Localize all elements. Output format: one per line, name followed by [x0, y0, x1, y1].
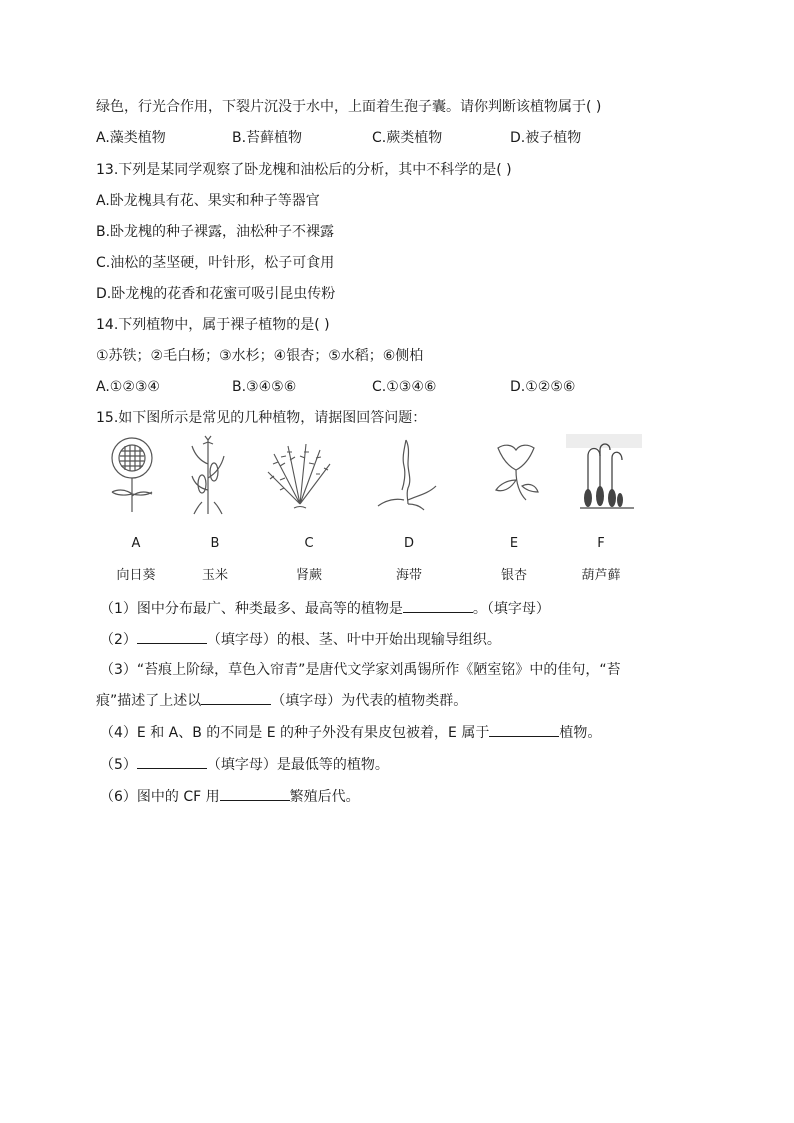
plant-letter-a: A [131, 536, 141, 551]
q13-option-d: D.卧龙槐的花香和花蜜可吸引昆虫传粉 [96, 286, 336, 302]
plant-name-a: 向日葵 [116, 568, 156, 583]
plant-letter-c: C [304, 536, 314, 551]
q15-sub2 [100, 629, 501, 650]
plant-letter-b: B [210, 536, 220, 551]
q12-option-c: C.蕨类植物 [372, 130, 443, 146]
sunflower-icon [100, 434, 164, 514]
plant-name-e: 银杏 [500, 568, 527, 583]
answer-blank-5[interactable] [137, 754, 207, 769]
q15-sub4 [100, 722, 601, 743]
q14-stem: 14.下列植物中，属于裸子植物的是( ) [96, 317, 330, 333]
q15-sub1-suffix: 。（填字母） [472, 601, 550, 617]
q15-sub4-text: （4）E 和 A、B 的不同是 E 的种子外没有果皮包被着，E 属于 [100, 725, 490, 741]
answer-blank-4[interactable] [489, 722, 559, 737]
q15-sub1 [100, 598, 550, 619]
q15-sub5 [100, 754, 389, 775]
q15-sub5-text: （填字母）是最低等的植物。 [206, 757, 389, 773]
answer-blank-1[interactable] [403, 598, 473, 613]
q14-option-c: C.①③④⑥ [372, 379, 437, 395]
corn-icon [188, 434, 228, 516]
kelp-icon [372, 434, 444, 514]
q12-option-a: A.藻类植物 [96, 130, 166, 146]
plant-letter-d: D [403, 536, 414, 551]
q13-option-a: A.卧龙槐具有花、果实和种子等器官 [96, 193, 320, 209]
q14-option-b: B.③④⑤⑥ [232, 379, 297, 395]
plant-name-b: 玉米 [201, 568, 228, 583]
q15-sub6-suffix: 繁殖后代。 [289, 789, 360, 805]
plant-letter-e: E [509, 536, 519, 551]
q13-stem: 13.下列是某同学观察了卧龙槐和油松后的分析，其中不科学的是( ) [96, 162, 512, 178]
q15-sub6 [100, 786, 360, 807]
q15-stem: 15.如下图所示是常见的几种植物，请据图回答问题： [96, 410, 427, 426]
answer-blank-3[interactable] [201, 690, 271, 705]
q15-sub3-text: 痕”描述了上述以 [96, 693, 202, 709]
q14-items: ①苏铁；②毛白杨；③水杉；④银杏；⑤水稻；⑥侧柏 [96, 348, 424, 364]
q15-sub5-prefix: （5） [100, 757, 137, 773]
q15-sub1-text: （1）图中分布最广、种类最多、最高等的植物是 [100, 601, 403, 617]
ginkgo-leaf-icon [488, 434, 544, 514]
plant-name-d: 海带 [395, 568, 422, 583]
q12-option-d: D.被子植物 [510, 130, 582, 146]
answer-blank-6[interactable] [220, 786, 290, 801]
q13-option-c: C.油松的茎坚硬，叶针形，松子可食用 [96, 255, 335, 271]
q15-sub2-text: （填字母）的根、茎、叶中开始出现输导组织。 [206, 632, 501, 648]
q15-sub3-suffix: （填字母）为代表的植物类群。 [271, 693, 468, 709]
q14-option-d: D.①②⑤⑥ [510, 379, 576, 395]
plant-name-c: 肾蕨 [295, 568, 322, 583]
fern-icon [264, 434, 336, 514]
q14-option-a: A.①②③④ [96, 379, 160, 395]
answer-blank-2[interactable] [137, 629, 207, 644]
q15-sub6-text: （6）图中的 CF 用 [100, 789, 220, 805]
q15-sub4-suffix: 植物。 [559, 725, 602, 741]
plants-figure [96, 434, 656, 584]
q13-option-b: B.卧龙槐的种子裸露，油松种子不裸露 [96, 224, 335, 240]
moss-icon [566, 434, 642, 514]
plant-letter-f: F [597, 536, 605, 551]
q12-option-b: B.苔藓植物 [232, 130, 303, 146]
q15-sub3-line2 [96, 690, 467, 711]
q15-sub2-prefix: （2） [100, 632, 137, 648]
q15-sub3-line1: （3）“苔痕上阶绿，草色入帘青”是唐代文学家刘禹锡所作《陋室铭》中的佳句，“苔 [100, 662, 621, 678]
q12-stem-continued: 绿色，行光合作用，下裂片沉没于水中，上面着生孢子囊。请你判断该植物属于( ) [96, 99, 602, 115]
plant-name-f: 葫芦藓 [581, 568, 621, 583]
